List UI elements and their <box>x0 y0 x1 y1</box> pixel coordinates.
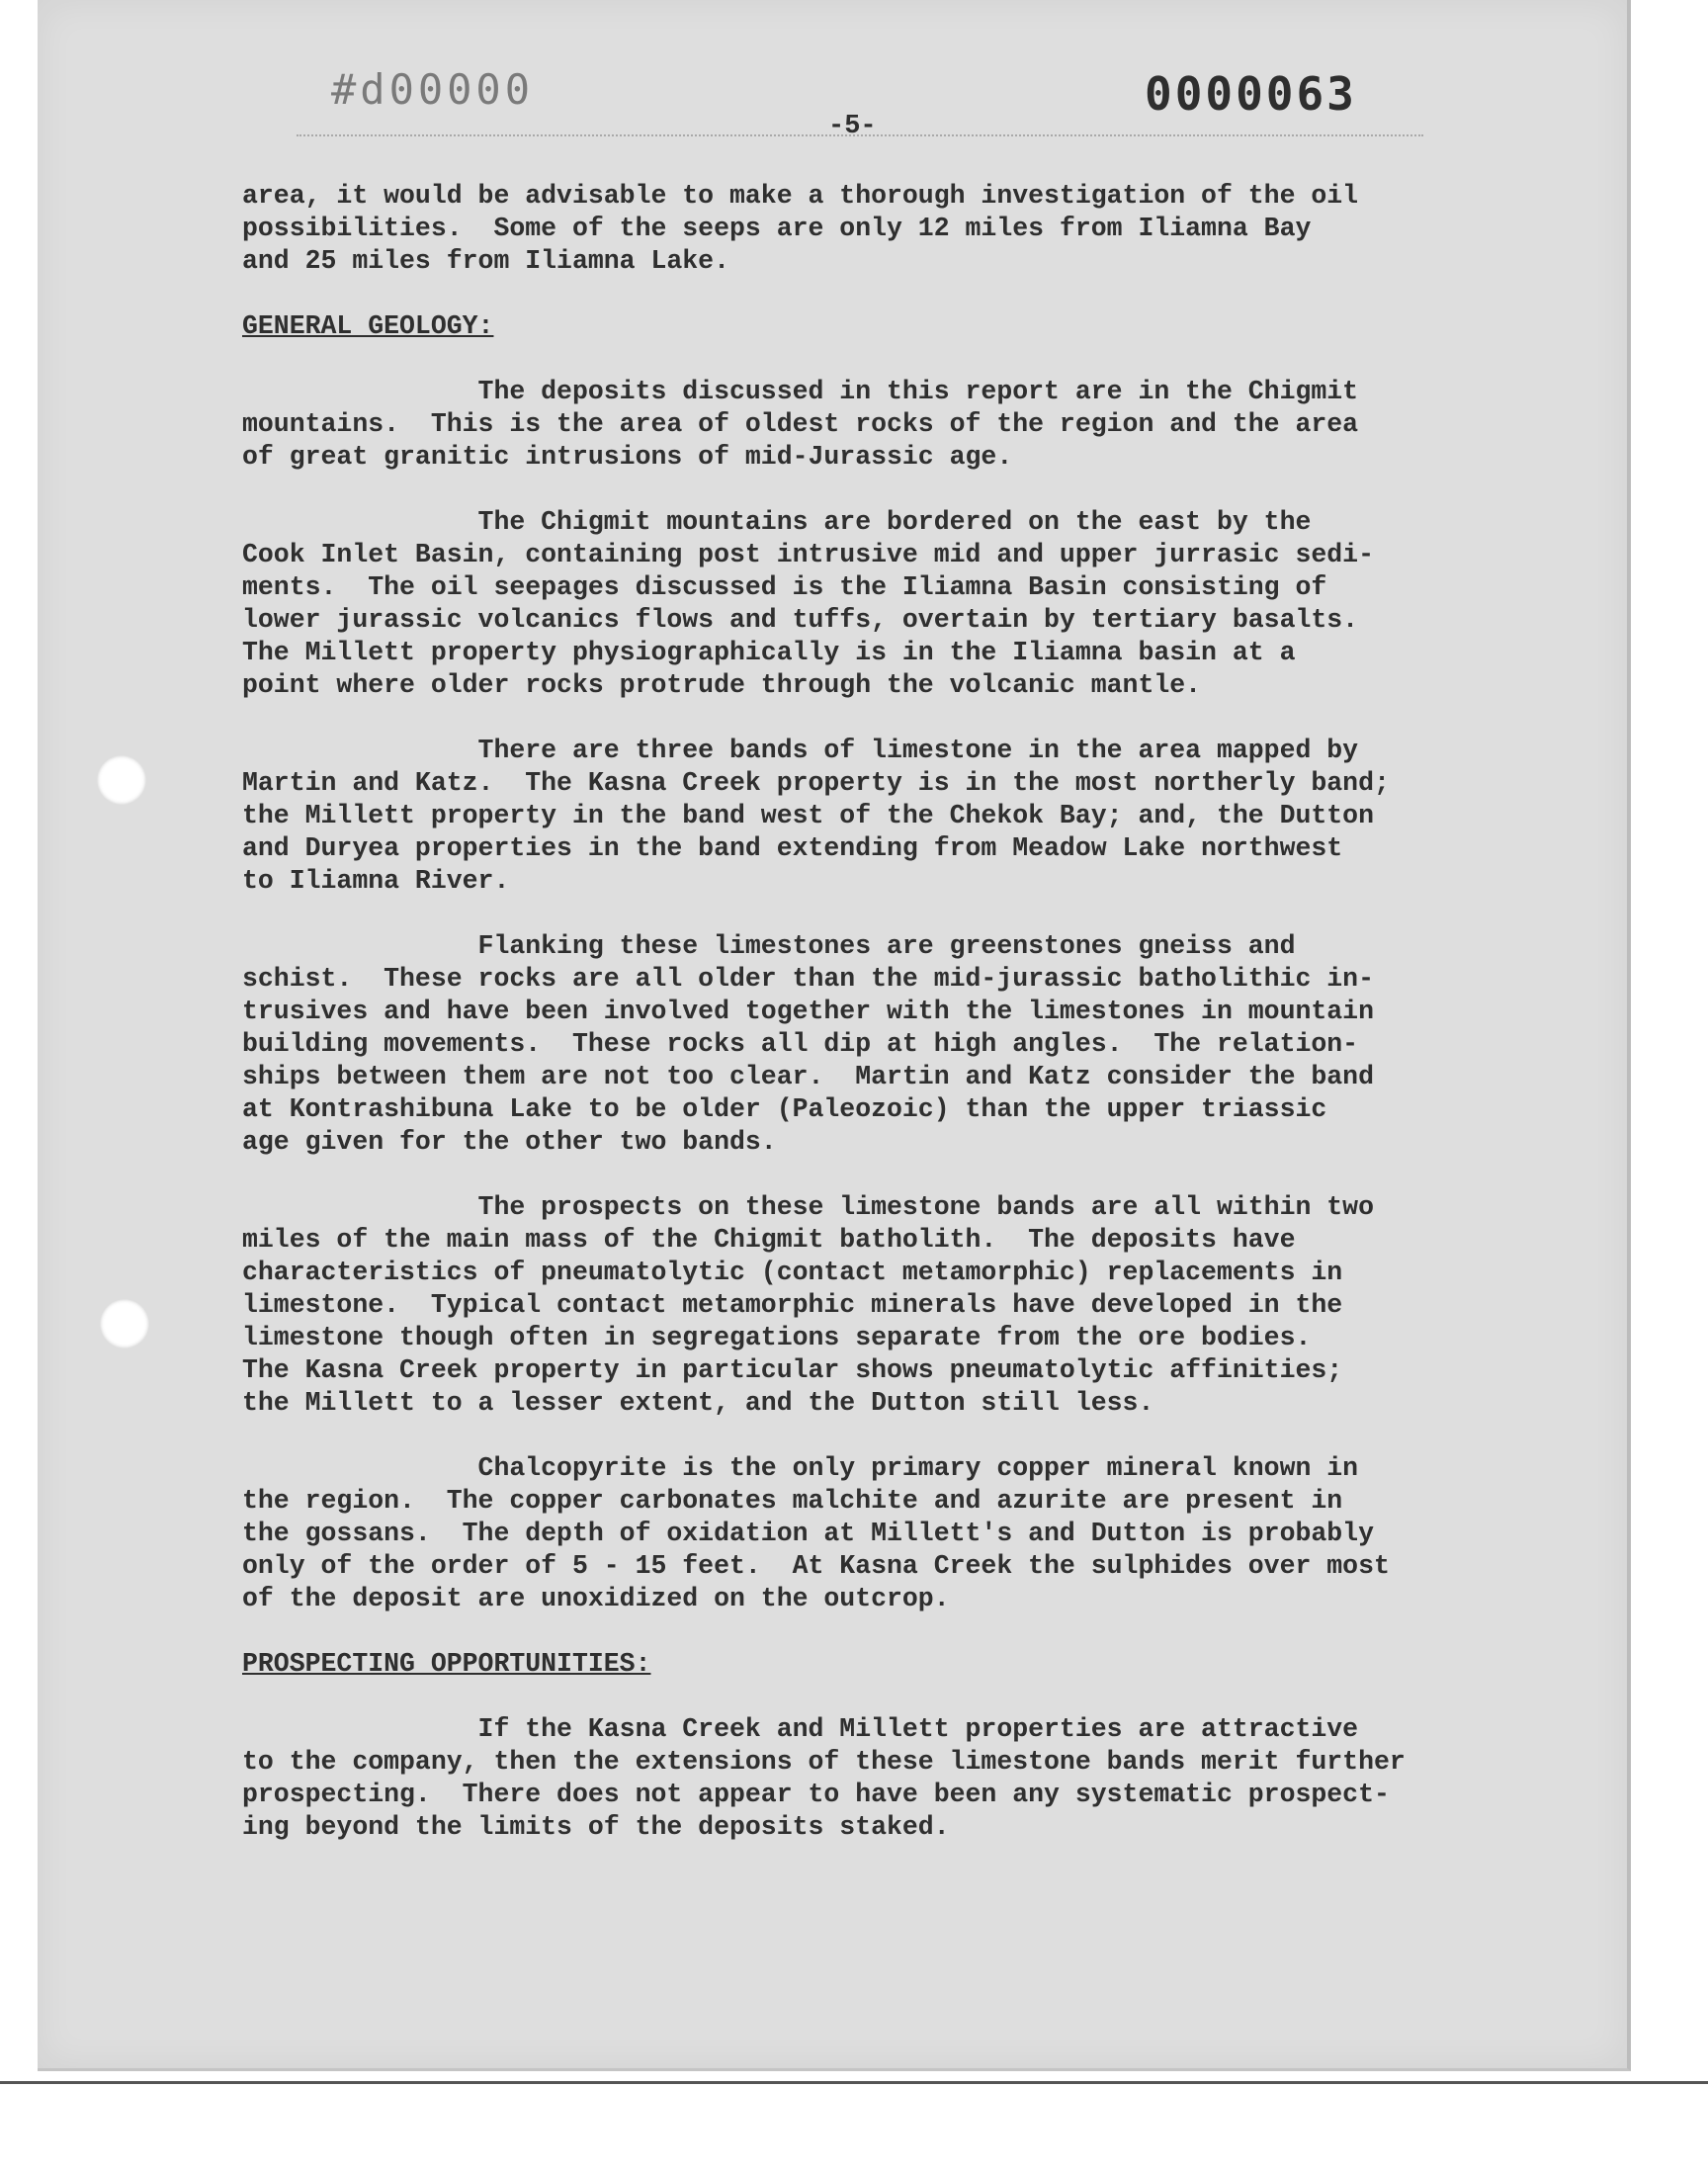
text-line: the region. The copper carbonates malchite and azurite are present in <box>242 1486 1343 1516</box>
paragraph <box>242 1452 1488 1615</box>
section-heading <box>242 310 1488 343</box>
text-line: There are three bands of limestone in the area mapped by <box>242 736 1359 765</box>
text-line: limestone. Typical contact metamorphic minerals have developed in the <box>242 1290 1343 1320</box>
text-line: ships between them are not too clear. Martin and Katz consider the band <box>242 1062 1374 1091</box>
paragraph <box>242 1191 1488 1420</box>
text-line: area, it would be advisable to make a thorough investigation of the oil <box>242 181 1359 211</box>
text-line: at Kontrashibuna Lake to be older (Paleozoic) than the upper triassic <box>242 1094 1327 1124</box>
text-line: building movements. These rocks all dip at high angles. The relation- <box>242 1029 1359 1059</box>
text-line: The Kasna Creek property in particular shows pneumatolytic affinities; <box>242 1355 1343 1385</box>
text-line: trusives and have been involved together with the limestones in mountain <box>242 997 1374 1026</box>
text-line: and Duryea properties in the band extending from Meadow Lake northwest <box>242 833 1343 863</box>
text-line: the Millett property in the band west of the Chekok Bay; and, the Dutton <box>242 801 1374 830</box>
text-line: Flanking these limestones are greenstones gneiss and <box>242 931 1296 961</box>
paragraph <box>242 930 1488 1159</box>
text-line: age given for the other two bands. <box>242 1127 777 1157</box>
paragraph <box>242 506 1488 702</box>
header-dotted-rule <box>297 134 1423 136</box>
text-line: ing beyond the limits of the deposits staked. <box>242 1812 950 1842</box>
paragraph <box>242 735 1488 898</box>
text-line: only of the order of 5 - 15 feet. At Kasna Creek the sulphides over most <box>242 1551 1390 1581</box>
section-heading <box>242 1648 1488 1681</box>
text-line: If the Kasna Creek and Millett properties are attractive <box>242 1714 1359 1744</box>
text-line: The deposits discussed in this report are in the Chigmit <box>242 377 1359 406</box>
text-line: The prospects on these limestone bands are all within two <box>242 1192 1374 1222</box>
punch-hole-upper <box>97 755 146 805</box>
text-line: of great granitic intrusions of mid-Jurassic age. <box>242 442 1013 472</box>
text-line: Chalcopyrite is the only primary copper mineral known in <box>242 1453 1359 1483</box>
text-line: Martin and Katz. The Kasna Creek property is in the most northerly band; <box>242 768 1390 798</box>
text-line: miles of the main mass of the Chigmit batholith. The deposits have <box>242 1225 1296 1255</box>
text-line: mountains. This is the area of oldest rocks of the region and the area <box>242 409 1359 439</box>
text-line: to the company, then the extensions of these limestone bands merit further <box>242 1747 1406 1777</box>
text-line: schist. These rocks are all older than the mid-jurassic batholithic in- <box>242 964 1374 994</box>
text-line: possibilities. Some of the seeps are only 12 miles from Iliamna Bay <box>242 214 1312 243</box>
text-line: the Millett to a lesser extent, and the Dutton still less. <box>242 1388 1154 1418</box>
text-line: The Millett property physiographically is in the Iliamna basin at a <box>242 638 1296 667</box>
text-line: ments. The oil seepages discussed is the Iliamna Basin consisting of <box>242 572 1327 602</box>
text-line: of the deposit are unoxidized on the outcrop. <box>242 1584 950 1613</box>
text-line: lower jurassic volcanics flows and tuffs, overtain by tertiary basalts. <box>242 605 1359 635</box>
text-line: point where older rocks protrude through the volcanic mantle. <box>242 670 1202 700</box>
page-bottom-edge <box>0 2081 1708 2084</box>
text-line: characteristics of pneumatolytic (contact metamorphic) replacements in <box>242 1258 1343 1287</box>
text-line: limestone though often in segregations separate from the ore bodies. <box>242 1323 1312 1352</box>
text-line: the gossans. The depth of oxidation at Millett's and Dutton is probably <box>242 1519 1374 1548</box>
text-line: prospecting. There does not appear to have been any systematic prospect- <box>242 1780 1390 1809</box>
punch-hole-lower <box>100 1299 149 1348</box>
paragraph <box>242 180 1488 278</box>
text-line: and 25 miles from Iliamna Lake. <box>242 246 729 276</box>
document-stamp-left: #d00000 <box>331 65 535 114</box>
page-number: -5- <box>828 112 877 141</box>
document-body <box>242 180 1488 1876</box>
text-line: to Iliamna River. <box>242 866 510 896</box>
text-line: The Chigmit mountains are bordered on the east by the <box>242 507 1312 537</box>
document-stamp-number: 0000063 <box>1145 67 1357 121</box>
text-line: Cook Inlet Basin, containing post intrusive mid and upper jurrasic sedi- <box>242 540 1374 569</box>
text-line: GENERAL GEOLOGY: <box>242 311 494 341</box>
paragraph <box>242 1713 1488 1844</box>
text-line: PROSPECTING OPPORTUNITIES: <box>242 1649 651 1679</box>
paragraph <box>242 376 1488 474</box>
